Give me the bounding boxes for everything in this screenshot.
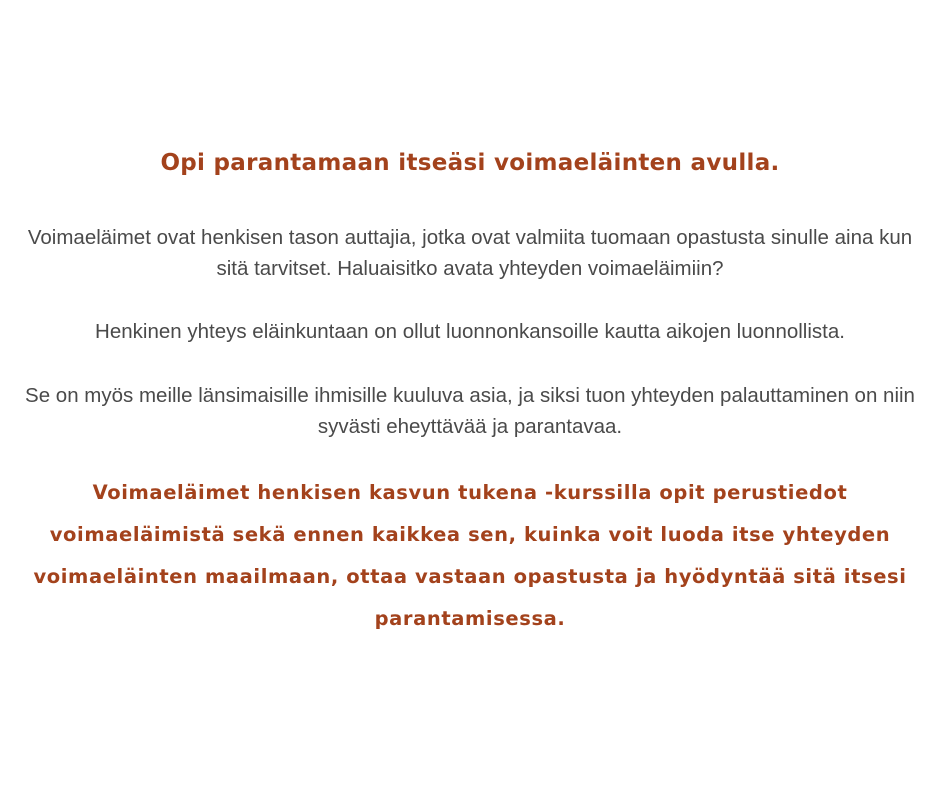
intro-paragraph-western: Se on myös meille länsimaisille ihmisille kuuluva asia, ja siksi tuon yhteyden palauttaminen on niin syvästi eheyttävää ja parantavaa.: [25, 384, 915, 438]
course-description-highlight: Voimaeläimet henkisen kasvun tukena -kurssilla opit perustiedot voimaeläimistä sekä ennen kaikkea sen, kuinka voit luoda itse yhteyden voimaeläinten maailmaan, ottaa vastaan opastusta ja hyödyntää sitä itsesi parantamisessa.: [33, 481, 907, 630]
section-headline: Opi parantamaan itseäsi voimaeläinten avulla.: [160, 150, 780, 176]
intro-paragraph-helpers: Voimaeläimet ovat henkisen tason auttajia, jotka ovat valmiita tuomaan opastusta sinulle aina kun sitä tarvitset. Haluaisitko avata yhteyden voimaeläimiin?: [27, 226, 913, 280]
intro-paragraph-connection: Henkinen yhteys eläinkuntaan on ollut luonnonkansoille kautta aikojen luonnollista.: [95, 320, 845, 343]
